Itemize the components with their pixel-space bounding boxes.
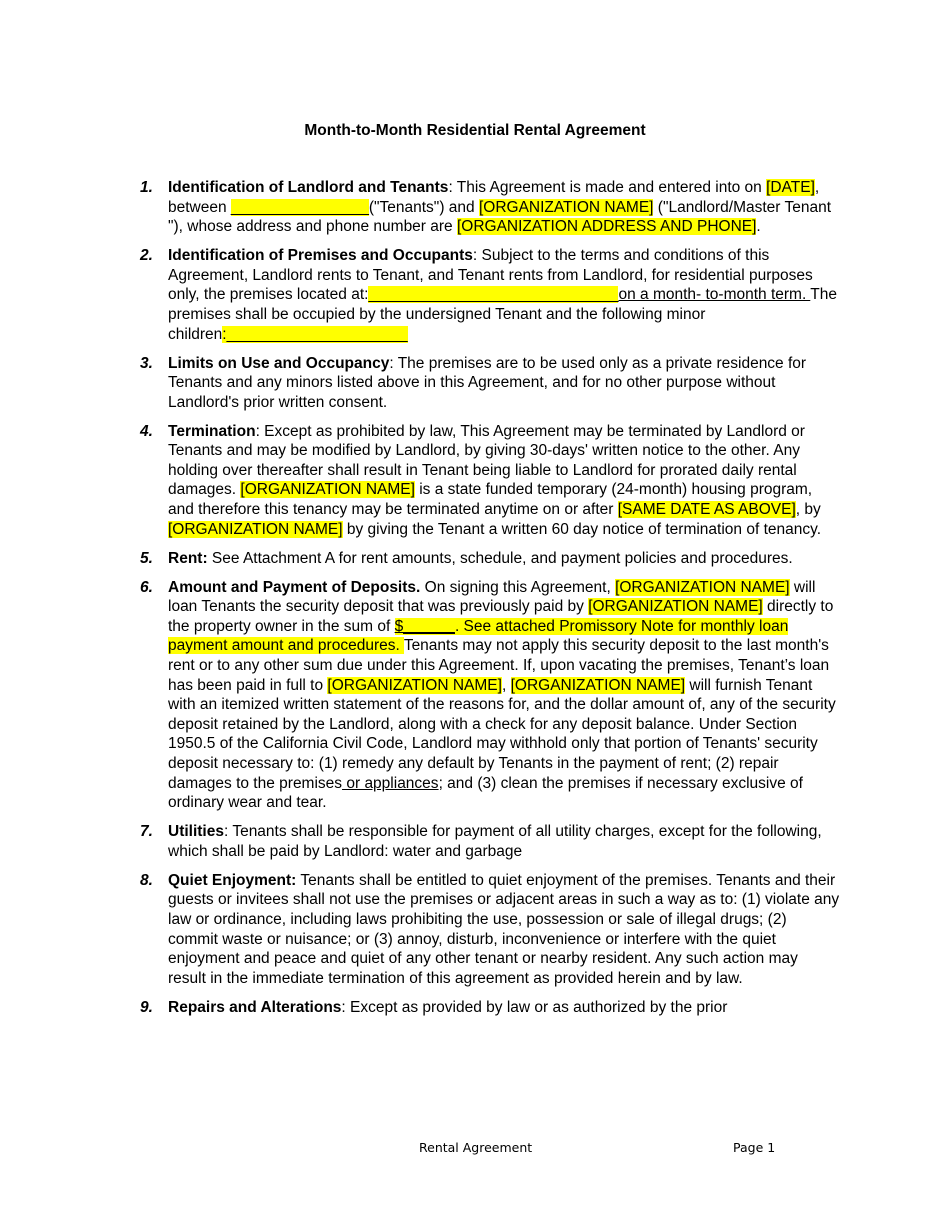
placeholder-organization-address: [ORGANIZATION ADDRESS AND PHONE] [456, 218, 757, 236]
clause-text: ("Tenants") and [368, 198, 479, 216]
clause-text: : Tenants shall be responsible for payment of all utility charges, except for the following, which shall be paid by Landlord: water and garbage [168, 823, 822, 860]
clause-text-underlined: or appliances [342, 774, 439, 792]
clause-heading: Identification of Landlord and Tenants [168, 179, 449, 196]
clause-number: 2. [140, 247, 153, 265]
clause-text: . [756, 218, 761, 236]
clause-heading: Limits on Use and Occupancy [168, 354, 390, 372]
clause-heading: Repairs and Alterations [168, 998, 342, 1016]
document-title: Month-to-Month Residential Rental Agreement [304, 122, 646, 139]
blank-tenants: ________________ [230, 198, 369, 216]
clause-text: On signing this Agreement, [420, 578, 616, 596]
page-number: Page 1 [733, 1140, 776, 1155]
clause-3 [130, 354, 840, 413]
placeholder-organization-name: [ORGANIZATION NAME] [240, 481, 415, 499]
blank-premises-address: _____________________________ [368, 286, 619, 304]
clause-text: by giving the Tenant a written 60 day notice of termination of tenancy. [342, 520, 822, 538]
clause-number: 3. [140, 354, 153, 372]
clause-text: : Except as prohibited by law, This Agreement may be terminated by Landlord or Tenants and may be modified by Landlord, by giving 30-days' written notice to the other. Any holding over thereafter shall result in Tenant being liable to Landlord for prorated daily rental damages. [168, 422, 805, 499]
placeholder-date: [DATE] [766, 179, 815, 196]
clause-number: 7. [140, 823, 153, 841]
clause-9 [130, 998, 840, 1018]
clause-7 [130, 822, 840, 861]
placeholder-same-date: [SAME DATE AS ABOVE] [617, 501, 796, 519]
clause-text: Tenants shall be entitled to quiet enjoyment of the premises. Tenants and their guests or invitees shall not use the premises or adjacent areas in such a way as to: (1) violate any law or ordinance, including laws prohibiting the use, possession or sale of illegal drugs; (2) commit waste or nuisance; or (3) annoy, disturb, inconvenience or interfere with the quiet enjoyment and peace and quiet of any other tenant or nearby resident. Any such action may result in the immediate termination of this agreement as provided herein and by law. [168, 871, 840, 987]
blank-minor-children: :_____________________ [222, 325, 408, 343]
clause-text: ("Landlord/Master Tenant "), whose address and phone number are [168, 198, 832, 236]
clause-text: , [501, 676, 511, 694]
clause-number: 8. [140, 871, 153, 889]
placeholder-organization-name: [ORGANIZATION NAME] [168, 520, 343, 538]
clause-text: is a state funded temporary (24-month) housing program, and therefore this tenancy may be terminated anytime on or after [168, 481, 813, 519]
clause-text: ; and (3) clean the premises if necessary exclusive of ordinary wear and tear. [168, 774, 803, 812]
clause-text: The premises shall be occupied by the undersigned Tenant and the following minor children [168, 286, 838, 343]
clause-heading: Utilities [168, 823, 224, 841]
clause-text: See Attachment A for rent amounts, schedule, and payment policies and procedures. [207, 549, 793, 567]
footer-title: Rental Agreement [419, 1140, 533, 1155]
clause-text: directly to the property owner in the sum of [168, 598, 834, 635]
promissory-note-text: . See attached Promissory Note for monthly loan payment amount and procedures. [168, 617, 789, 655]
clause-heading: Rent: [168, 549, 208, 567]
clause-number: 1. [140, 179, 153, 196]
clause-2 [130, 246, 840, 344]
clause-text: : The premises are to be used only as a private residence for Tenants and any minors listed above in this Agreement, and for no other purpose without Landlord's prior written consent. [168, 354, 807, 411]
placeholder-organization-name: [ORGANIZATION NAME] [588, 598, 763, 616]
clause-text: , between [168, 179, 820, 216]
clause-text: Tenants may not apply this security deposit to the last month's rent or to any other sum due under this Agreement. If, upon vacating the premises, Tenant’s loan has been paid in full to [168, 637, 830, 694]
clause-text: , by [795, 501, 821, 519]
placeholder-organization-name: [ORGANIZATION NAME] [615, 578, 790, 596]
clause-6 [130, 578, 840, 813]
clause-text: : This Agreement is made and entered into on [448, 179, 767, 196]
placeholder-organization-name: [ORGANIZATION NAME] [478, 198, 654, 216]
clause-heading: Termination [168, 422, 256, 440]
clause-number: 9. [140, 998, 153, 1016]
blank-deposit-amount: $______ [394, 617, 455, 635]
clause-text: will loan Tenants the security deposit that was previously paid by [168, 578, 816, 616]
clause-text: : Except as provided by law or as authorized by the prior [341, 998, 728, 1016]
clause-heading: Identification of Premises and Occupants [168, 247, 473, 265]
placeholder-organization-name: [ORGANIZATION NAME] [327, 676, 502, 694]
clause-5 [130, 549, 840, 569]
clause-number: 5. [140, 549, 153, 567]
clause-text: : Subject to the terms and conditions of this Agreement, Landlord rents to Tenant, and Tenant rents from Landlord, for residential purposes only, the premises located at: [168, 247, 813, 304]
clause-list [130, 178, 840, 1027]
clause-4 [130, 422, 840, 540]
clause-number: 6. [140, 578, 153, 596]
clause-heading: Amount and Payment of Deposits. [168, 578, 421, 596]
clause-8 [130, 871, 840, 989]
clause-number: 4. [140, 422, 153, 440]
clause-text-underlined: on a month- to-month term. [618, 286, 811, 304]
clause-1 [130, 178, 840, 237]
clause-heading: Quiet Enjoyment: [168, 871, 297, 889]
clause-text: will furnish Tenant with an itemized written statement of the reasons for, and the dollar amount of, any of the security deposit retained by the Landlord, along with a check for any deposit balance. Under Section 1950.5 of the California Civil Code, Landlord may withhold only that portion of Tenants' security deposit necessary to: (1) remedy any default by Tenants in the payment of rent; (2) repair damages to the premises [168, 676, 836, 792]
placeholder-organization-name: [ORGANIZATION NAME] [510, 676, 686, 694]
